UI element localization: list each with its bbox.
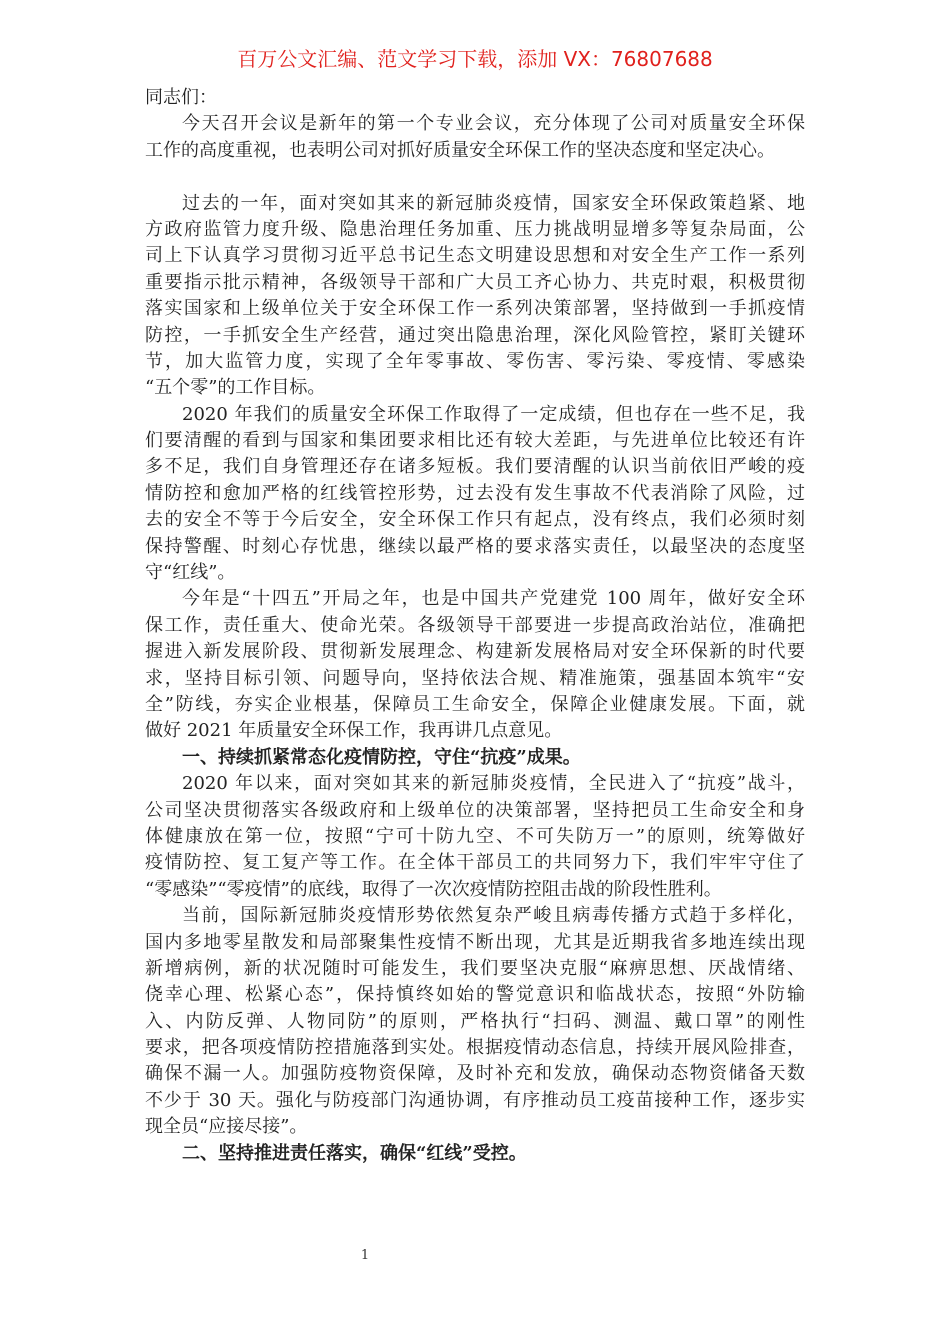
text-line: 过去的一年，面对突如其来的新冠肺炎疫情，国家安全环保政策趋紧、地 xyxy=(182,192,805,214)
page-number: 1 xyxy=(360,1248,370,1263)
text-line: 节，加大监管力度，实现了全年零事故、零伤害、零污染、零疫情、零感染 xyxy=(145,350,805,372)
text-line: 体健康放在第一位，按照“宁可十防九空、不可失防万一”的原则，统筹做好 xyxy=(145,825,805,847)
text-line: 疫情防控、复工复产等工作。在全体干部员工的共同努力下，我们牢牢守住了 xyxy=(145,852,805,874)
text-line: 新增病例，新的状况随时可能发生，我们要坚决克服“麻痹思想、厌战情绪、 xyxy=(145,957,805,979)
text-line: 情防控和愈加严格的红线管控形势，过去没有发生事故不代表消除了风险，过 xyxy=(145,482,805,504)
text-line: 今天召开会议是新年的第一个专业会议，充分体现了公司对质量安全环保 xyxy=(182,113,805,135)
blank-line xyxy=(145,164,805,190)
text-line: 握进入新发展阶段、贯彻新发展理念、构建新发展格局对安全环保新的时代要 xyxy=(145,641,805,663)
text-line: 二、坚持推进责任落实，确保“红线”受控。 xyxy=(182,1142,527,1164)
paragraph xyxy=(145,111,805,164)
download-banner: 百万公文汇编、范文学习下载，添加 VX：76807688 xyxy=(237,47,713,71)
text-line: 做好 2021 年质量安全环保工作，我再讲几点意见。 xyxy=(145,720,563,742)
text-line: 方政府监管力度升级、隐患治理任务加重、压力挑战明显增多等复杂局面，公 xyxy=(145,218,805,240)
text-line: 要求，把各项疫情防控措施落到实处。根据疫情动态信息，持续开展风险排查， xyxy=(145,1037,805,1059)
text-line: 侥幸心理、松紧心态”，保持慎终如始的警觉意识和临战状态，按照“外防输 xyxy=(145,984,805,1006)
text-line: 国内多地零星散发和局部聚集性疫情不断出现，尤其是近期我省多地连续出现 xyxy=(145,931,805,953)
text-line: 确保不漏一人。加强防疫物资保障，及时补充和发放，确保动态物资储备天数 xyxy=(145,1063,805,1085)
text-line: 司上下认真学习贯彻习近平总书记生态文明建设思想和对安全生产工作一系列 xyxy=(145,245,805,267)
text-line: 落实国家和上级单位关于安全环保工作一系列决策部署，坚持做到一手抓疫情 xyxy=(145,298,805,320)
text-line: “零感染”“零疫情”的底线，取得了一次次疫情防控阻击战的阶段性胜利。 xyxy=(145,878,722,900)
section-heading xyxy=(145,745,805,771)
text-line: 求，坚持目标引领、问题导向，坚持依法合规、精准施策，强基固本筑牢“安 xyxy=(145,667,805,689)
text-line: 2020 年以来，面对突如其来的新冠肺炎疫情，全民进入了“抗疫”战斗， xyxy=(182,773,805,795)
text-line: 工作的高度重视，也表明公司对抓好质量安全环保工作的坚决态度和坚定决心。 xyxy=(145,139,775,161)
text-line: 公司坚决贯彻落实各级政府和上级单位的决策部署，坚持把员工生命安全和身 xyxy=(145,799,805,821)
text-line: 今年是“十四五”开局之年，也是中国共产党建党 100 周年，做好安全环 xyxy=(182,588,805,610)
text-line: 重要指示批示精神，各级领导干部和广大员工齐心协力、共克时艰，积极贯彻 xyxy=(145,271,805,293)
paragraph xyxy=(145,586,805,744)
text-line: 不少于 30 天。强化与防疫部门沟通协调，有序推动员工疫苗接种工作，逐步实 xyxy=(145,1089,805,1111)
text-line: 多不足，我们自身管理还存在诸多短板。我们要清醒的认识当前依旧严峻的疫 xyxy=(145,456,805,478)
text-line: 入、内防反弹、人物同防”的原则，严格执行“扫码、测温、戴口罩”的刚性 xyxy=(145,1010,805,1032)
paragraph xyxy=(145,402,805,587)
text-line: 去的安全不等于今后安全，安全环保工作只有起点，没有终点，我们必须时刻 xyxy=(145,509,805,531)
text-line: 防控，一手抓安全生产经营，通过突出隐患治理，深化风险管控，紧盯关键环 xyxy=(145,324,805,346)
text-line: 全”防线，夯实企业根基，保障员工生命安全，保障企业健康发展。下面，就 xyxy=(145,693,805,715)
document-body xyxy=(145,85,805,1167)
text-line: “五个零”的工作目标。 xyxy=(145,377,326,399)
paragraph xyxy=(145,191,805,402)
paragraph xyxy=(145,771,805,903)
text-line: 保工作，责任重大、使命光荣。各级领导干部要进一步提高政治站位，准确把 xyxy=(145,614,805,636)
text-line: 们要清醒的看到与国家和集团要求相比还有较大差距，与先进单位比较还有许 xyxy=(145,430,805,452)
text-line: 现全员“应接尽接”。 xyxy=(145,1116,308,1138)
text-line: 保持警醒、时刻心存忧患，继续以最严格的要求落实责任，以最坚决的态度坚 xyxy=(145,535,805,557)
paragraph xyxy=(145,903,805,1141)
text-line: 一、持续抓紧常态化疫情防控，守住“抗疫”成果。 xyxy=(182,746,581,768)
text-line: 当前，国际新冠肺炎疫情形势依然复杂严峻且病毒传播方式趋于多样化， xyxy=(182,905,805,927)
text-line: 守“红线”。 xyxy=(145,562,236,584)
salutation: 同志们： xyxy=(145,87,217,108)
section-heading xyxy=(145,1141,805,1167)
text-line: 2020 年我们的质量安全环保工作取得了一定成绩，但也存在一些不足，我 xyxy=(182,403,805,425)
